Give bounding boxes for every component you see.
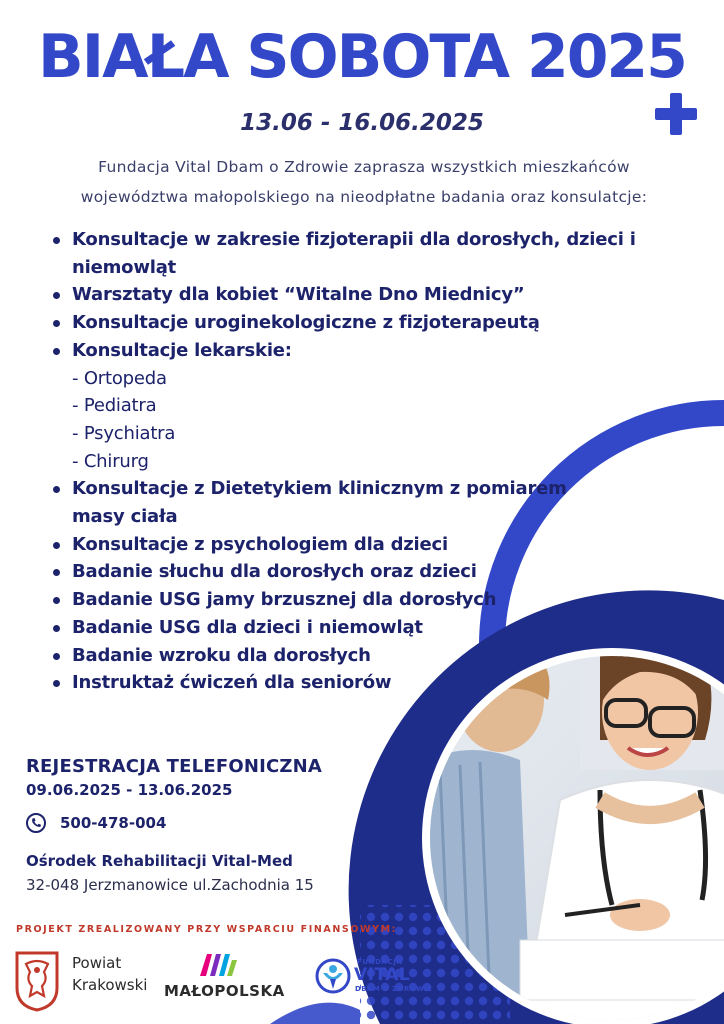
page-title: BIAŁA SOBOTA 2025 xyxy=(38,22,686,92)
list-item: Warsztaty dla kobiet “Witalne Dno Miednicy” xyxy=(52,281,692,309)
event-dates: 13.06 - 16.06.2025 xyxy=(240,110,484,136)
location-name: Ośrodek Rehabilitacji Vital-Med xyxy=(26,852,293,870)
location-address: 32-048 Jerzmanowice ul.Zachodnia 15 xyxy=(26,876,314,894)
list-item: Badanie wzroku dla dorosłych xyxy=(52,642,692,670)
list-item: Instruktaż ćwiczeń dla seniorów xyxy=(52,669,692,697)
list-item: masy ciała xyxy=(72,506,178,528)
list-item: Badanie USG dla dzieci i niemowląt xyxy=(52,614,692,642)
powiat-crest-icon xyxy=(14,950,60,1012)
list-item: Konsultacje uroginekologiczne z fizjoterapeutą xyxy=(52,309,692,337)
malopolska-logo-text: MAŁOPOLSKA xyxy=(164,982,285,1000)
list-item: Badanie USG jamy brzusznej dla dorosłych xyxy=(52,586,692,614)
vital-logo-small: FUNDACJA xyxy=(357,958,403,966)
vital-logo-icon xyxy=(314,957,352,995)
intro-line-1: Fundacja Vital Dbam o Zdrowie zaprasza wszystkich mieszkańców xyxy=(98,158,630,176)
intro-text xyxy=(24,152,704,212)
list-item: niemowląt xyxy=(72,256,177,278)
phone-icon xyxy=(26,813,46,833)
registration-title: REJESTRACJA TELEFONICZNA xyxy=(26,756,323,777)
list-item: Konsultacje z Dietetykiem klinicznym z pomiarem xyxy=(52,475,692,503)
vital-logo-name: VITAL xyxy=(354,965,411,985)
list-item: Konsultacje lekarskie: xyxy=(52,337,692,365)
list-item: Konsultacje z psychologiem dla dzieci xyxy=(52,531,692,559)
vital-logo-tagline: DBAM O ZDROWIE xyxy=(355,985,433,993)
list-item: Konsultacje w zakresie fizjoterapii dla dorosłych, dzieci i xyxy=(52,226,692,254)
list-item: Badanie słuchu dla dorosłych oraz dzieci xyxy=(52,558,692,586)
support-text: PROJEKT ZREALIZOWANY PRZY WSPARCIU FINANSOWYM: xyxy=(16,924,398,935)
list-item: - Ortopeda xyxy=(72,367,167,389)
phone-number[interactable]: 500-478-004 xyxy=(60,814,167,832)
services-list xyxy=(52,226,692,697)
powiat-logo-text: Powiat Krakowski xyxy=(72,954,148,994)
registration-dates: 09.06.2025 - 13.06.2025 xyxy=(26,781,233,799)
list-item: - Psychiatra xyxy=(72,422,176,444)
intro-line-2: województwa małopolskiego na nieodpłatne badania oraz konsulatcje: xyxy=(80,188,648,206)
list-item: - Chirurg xyxy=(72,450,149,472)
malopolska-logo-icon xyxy=(197,950,239,978)
list-item: - Pediatra xyxy=(72,395,157,417)
